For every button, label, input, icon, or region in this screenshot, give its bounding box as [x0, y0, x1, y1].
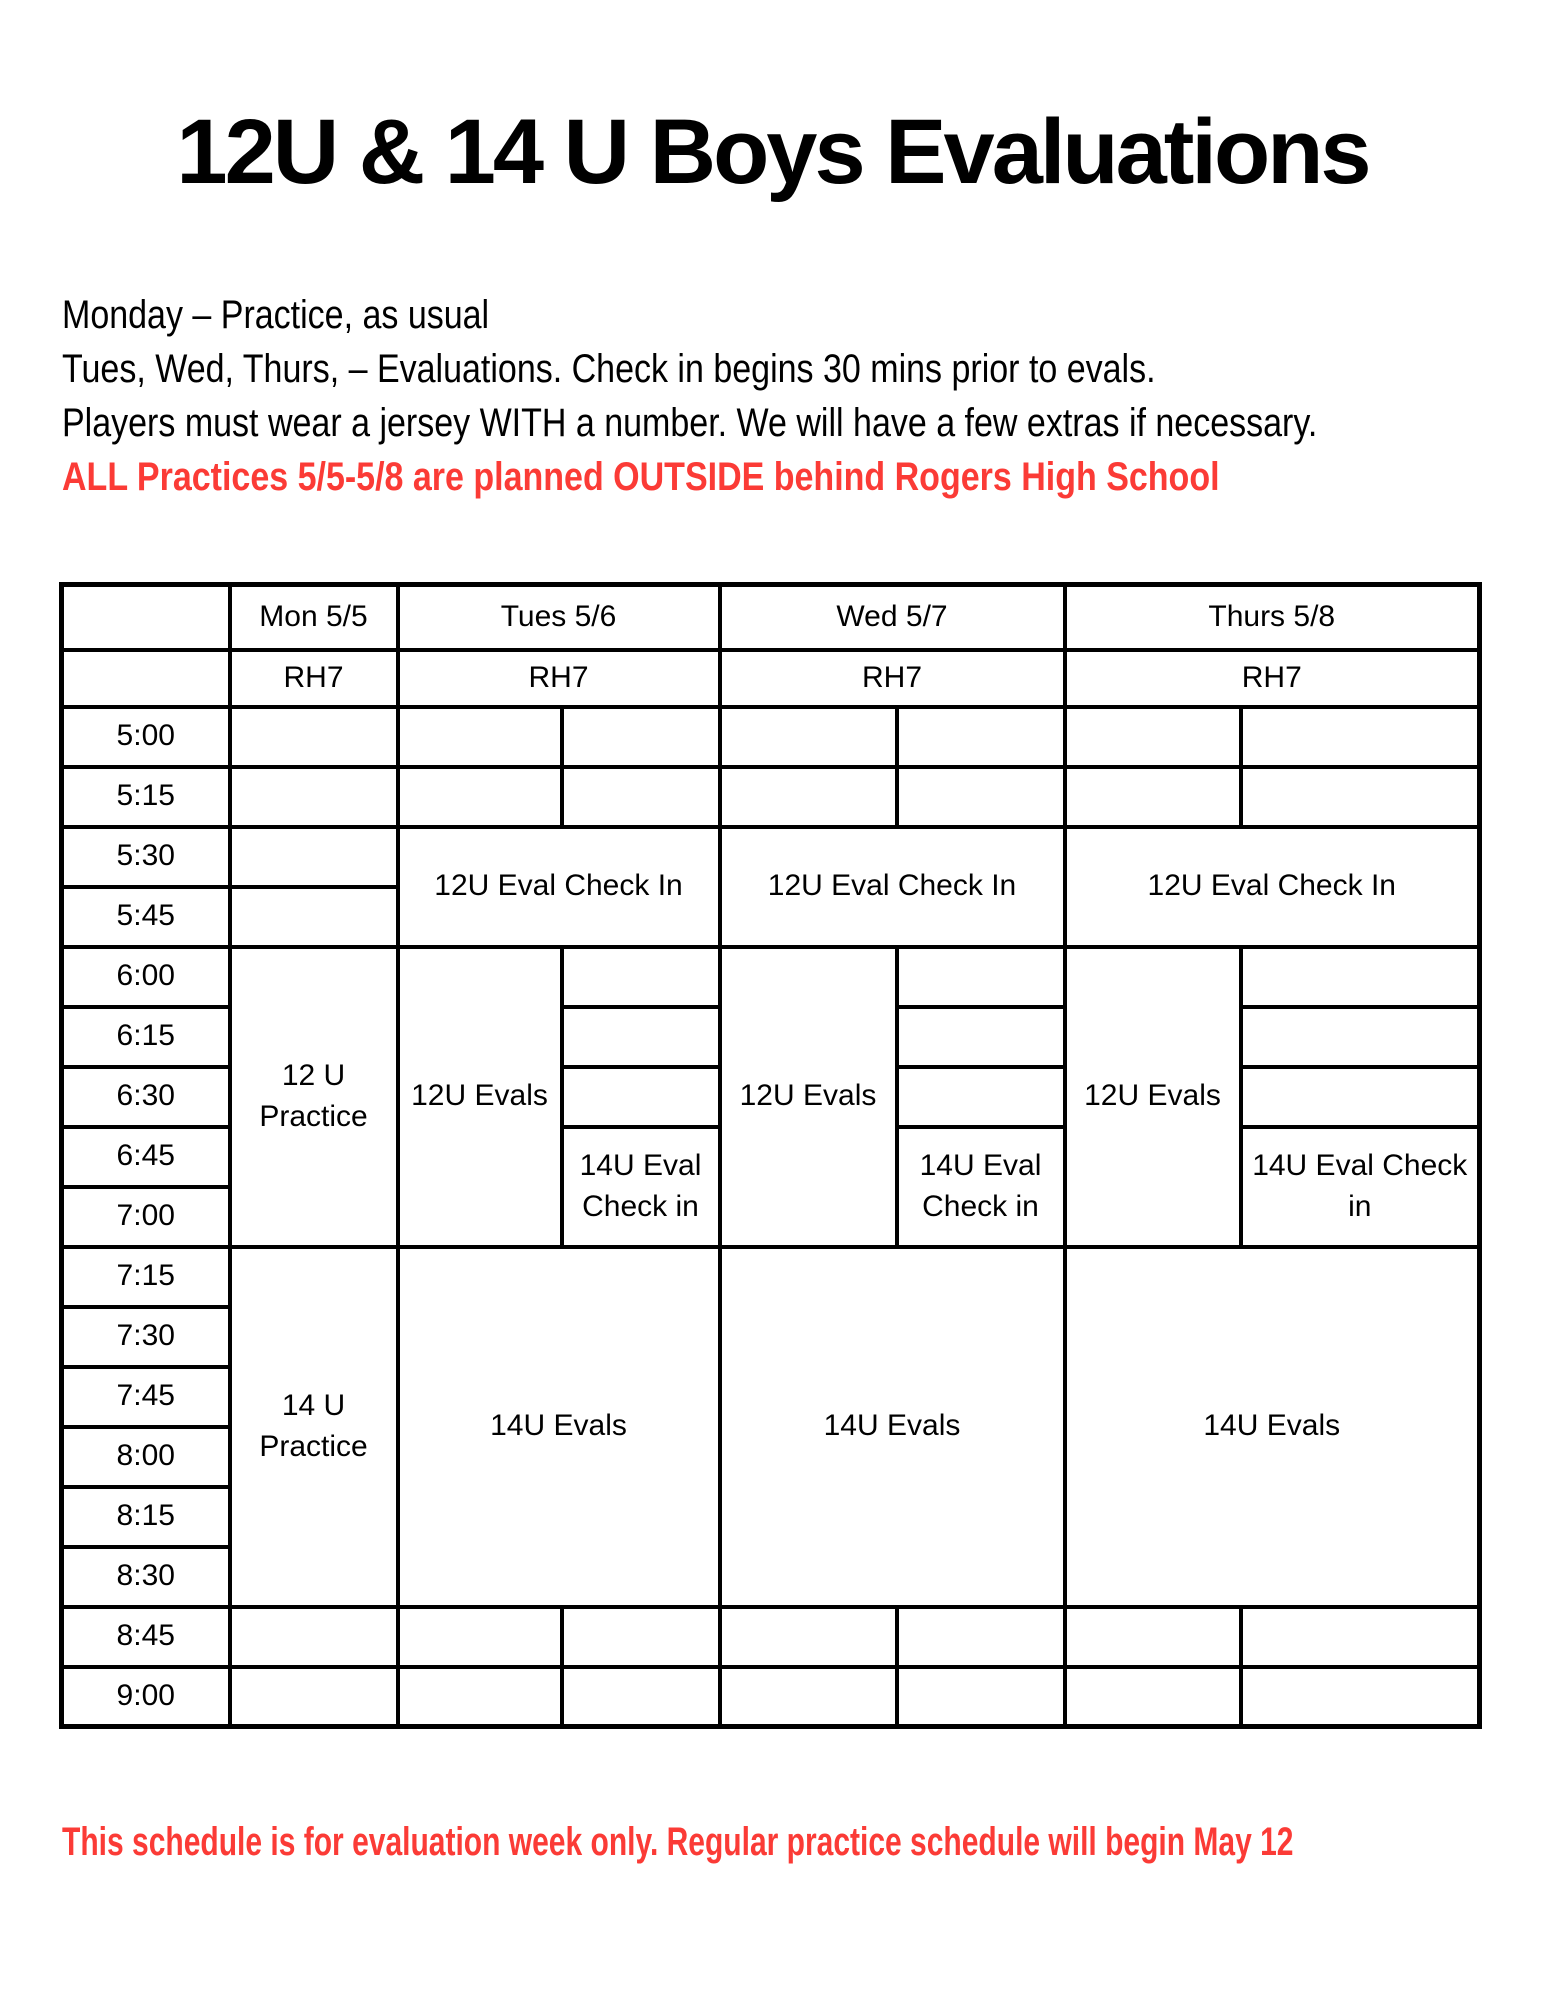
- empty-slot: [230, 827, 398, 887]
- time-row-530: [62, 827, 1480, 887]
- event-14u-checkin-tues: 14U Eval Check in: [562, 1127, 720, 1247]
- intro-line-jersey: Players must wear a jersey WITH a number. We will have a few extras if necessary.: [62, 401, 1318, 445]
- empty-slot: [1065, 1667, 1241, 1727]
- time-cell: 5:00: [62, 707, 230, 767]
- corner-cell: [62, 585, 230, 650]
- time-cell: 7:15: [62, 1247, 230, 1307]
- empty-slot: [897, 1067, 1065, 1127]
- time-row-500: [62, 707, 1480, 767]
- outside-practice-warning: ALL Practices 5/5-5/8 are planned OUTSIDE behind Rogers High School: [62, 455, 1220, 499]
- time-cell: 9:00: [62, 1667, 230, 1727]
- event-12u-checkin-tues: 12U Eval Check In: [398, 827, 720, 947]
- time-row-600: [62, 947, 1480, 1007]
- rink-row: [62, 650, 1480, 707]
- time-row-515: [62, 767, 1480, 827]
- empty-slot: [230, 707, 398, 767]
- day-header-thurs: Thurs 5/8: [1065, 585, 1480, 650]
- empty-slot: [562, 767, 720, 827]
- rink-label-thurs: RH7: [1065, 650, 1480, 707]
- time-cell: 5:45: [62, 887, 230, 947]
- empty-slot: [1065, 1607, 1241, 1667]
- event-12u-checkin-thurs: 12U Eval Check In: [1065, 827, 1480, 947]
- page-title: 12U & 14 U Boys Evaluations: [176, 101, 1369, 203]
- event-14u-evals-wed: 14U Evals: [720, 1247, 1065, 1607]
- event-12u-evals-wed: 12U Evals: [720, 947, 897, 1247]
- empty-slot: [562, 707, 720, 767]
- empty-slot: [1065, 707, 1241, 767]
- day-header-wed: Wed 5/7: [720, 585, 1065, 650]
- empty-slot: [897, 1007, 1065, 1067]
- empty-slot: [720, 1607, 897, 1667]
- empty-slot: [1241, 767, 1480, 827]
- empty-slot: [230, 767, 398, 827]
- empty-slot: [562, 947, 720, 1007]
- empty-slot: [398, 707, 562, 767]
- time-cell: 6:30: [62, 1067, 230, 1127]
- time-cell: 8:30: [62, 1547, 230, 1607]
- time-cell: 7:45: [62, 1367, 230, 1427]
- rink-label-mon: RH7: [230, 650, 398, 707]
- empty-slot: [897, 767, 1065, 827]
- time-cell: 6:00: [62, 947, 230, 1007]
- empty-slot: [398, 767, 562, 827]
- time-cell: 5:15: [62, 767, 230, 827]
- time-cell: 7:00: [62, 1187, 230, 1247]
- time-cell: 6:15: [62, 1007, 230, 1067]
- corner-cell: [62, 650, 230, 707]
- footer-note: This schedule is for evaluation week only. Regular practice schedule will begin May 12: [62, 1820, 1294, 1864]
- day-header-row: [62, 585, 1480, 650]
- day-header-mon: Mon 5/5: [230, 585, 398, 650]
- intro-text-block: [62, 288, 1539, 504]
- event-12u-evals-tues: 12U Evals: [398, 947, 562, 1247]
- empty-slot: [1241, 1067, 1480, 1127]
- intro-line-evaluations: Tues, Wed, Thurs, – Evaluations. Check in begins 30 mins prior to evals.: [62, 347, 1156, 391]
- time-cell: 8:15: [62, 1487, 230, 1547]
- event-12u-evals-thurs: 12U Evals: [1065, 947, 1241, 1247]
- empty-slot: [897, 707, 1065, 767]
- empty-slot: [1241, 1007, 1480, 1067]
- empty-slot: [1241, 707, 1480, 767]
- evaluation-schedule-table: [59, 582, 1482, 1729]
- empty-slot: [720, 1667, 897, 1727]
- empty-slot: [897, 947, 1065, 1007]
- empty-slot: [398, 1667, 562, 1727]
- event-14u-checkin-wed: 14U Eval Check in: [897, 1127, 1065, 1247]
- empty-slot: [1241, 947, 1480, 1007]
- day-header-tues: Tues 5/6: [398, 585, 720, 650]
- empty-slot: [562, 1067, 720, 1127]
- event-14u-practice-mon: 14 U Practice: [230, 1247, 398, 1607]
- rink-label-tues: RH7: [398, 650, 720, 707]
- event-12u-checkin-wed: 12U Eval Check In: [720, 827, 1065, 947]
- empty-slot: [720, 767, 897, 827]
- time-cell: 5:30: [62, 827, 230, 887]
- time-cell: 7:30: [62, 1307, 230, 1367]
- time-cell: 8:00: [62, 1427, 230, 1487]
- time-row-845: [62, 1607, 1480, 1667]
- time-cell: 8:45: [62, 1607, 230, 1667]
- empty-slot: [562, 1007, 720, 1067]
- empty-slot: [230, 1607, 398, 1667]
- intro-line-monday: Monday – Practice, as usual: [62, 293, 490, 337]
- event-14u-checkin-thurs: 14U Eval Check in: [1241, 1127, 1480, 1247]
- empty-slot: [230, 887, 398, 947]
- empty-slot: [1241, 1607, 1480, 1667]
- empty-slot: [720, 707, 897, 767]
- time-cell: 6:45: [62, 1127, 230, 1187]
- empty-slot: [230, 1667, 398, 1727]
- empty-slot: [897, 1607, 1065, 1667]
- event-14u-evals-thurs: 14U Evals: [1065, 1247, 1480, 1607]
- time-row-900: [62, 1667, 1480, 1727]
- empty-slot: [897, 1667, 1065, 1727]
- empty-slot: [1065, 767, 1241, 827]
- event-14u-evals-tues: 14U Evals: [398, 1247, 720, 1607]
- empty-slot: [562, 1667, 720, 1727]
- event-12u-practice-mon: 12 U Practice: [230, 947, 398, 1247]
- empty-slot: [562, 1607, 720, 1667]
- time-row-715: [62, 1247, 1480, 1307]
- rink-label-wed: RH7: [720, 650, 1065, 707]
- empty-slot: [1241, 1667, 1480, 1727]
- empty-slot: [398, 1607, 562, 1667]
